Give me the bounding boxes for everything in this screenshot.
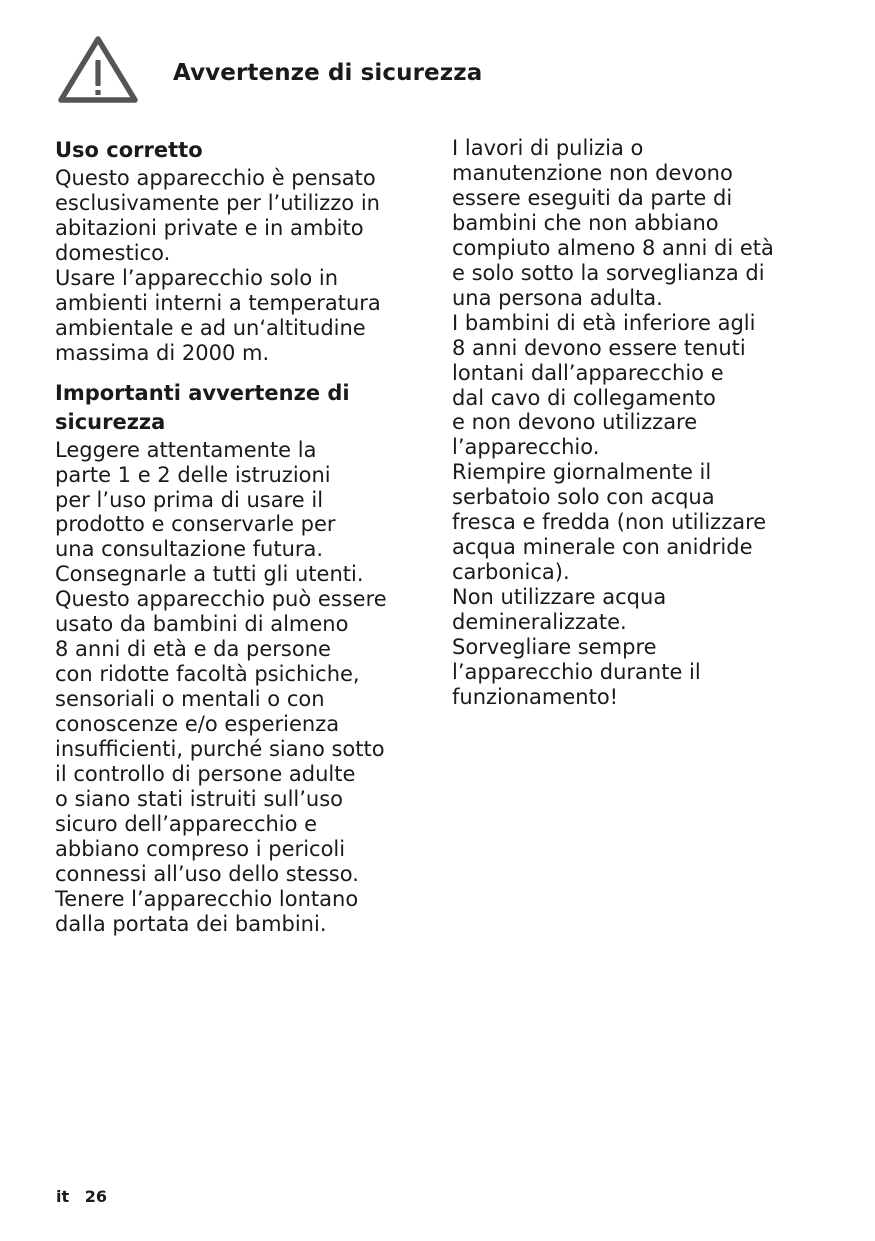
text-line: massima di 2000 m. (55, 340, 270, 365)
text-line: serbatoio solo con acqua (452, 485, 715, 510)
paragraph-uso-corretto (55, 166, 430, 366)
text-line: carbonica). (452, 560, 570, 585)
left-column (55, 136, 430, 937)
page-number: 26 (84, 1187, 107, 1206)
warning-triangle-icon (56, 34, 140, 106)
text-line: una consultazione futura. (55, 537, 324, 562)
text-line: Sorvegliare sempre (452, 635, 657, 660)
text-line: acqua minerale con anidride (452, 535, 753, 560)
text-line: I bambini di età inferiore agli (452, 310, 756, 335)
text-line: 8 anni devono essere tenuti (452, 335, 746, 360)
text-line: Non utilizzare acqua (452, 585, 667, 610)
text-line: prodotto e conservarle per (55, 512, 336, 537)
text-line: Tenere l’apparecchio lontano (55, 886, 359, 911)
text-line: il controllo di persone adulte (55, 762, 356, 787)
text-line: con ridotte facoltà psichiche, (55, 662, 360, 687)
text-line: Usare l’apparecchio solo in (55, 265, 338, 290)
page-footer (56, 1187, 107, 1206)
text-line: compiuto almeno 8 anni di età (452, 235, 774, 260)
text-line: abbiano compreso i pericoli (55, 836, 346, 861)
text-line: dal cavo di collegamento (452, 385, 716, 410)
text-line: per l’uso prima di usare il (55, 487, 324, 512)
text-line: domestico. (55, 240, 171, 265)
text-line: connessi all’uso dello stesso. (55, 861, 359, 886)
text-line: fresca e fredda (non utilizzare (452, 510, 767, 535)
text-line: insufficienti, purché siano sotto (55, 737, 385, 762)
text-line: o siano stati istruiti sull’uso (55, 786, 344, 811)
text-line: Questo apparecchio è pensato (55, 166, 376, 190)
page-header (56, 34, 756, 106)
text-line: l’apparecchio. (452, 435, 600, 460)
text-line: conoscenze e/o esperienza (55, 712, 340, 737)
text-line: bambini che non abbiano (452, 210, 719, 235)
text-line: Questo apparecchio può essere (55, 587, 387, 612)
text-line: parte 1 e 2 delle istruzioni (55, 462, 331, 487)
text-line: Leggere attentamente la (55, 437, 317, 462)
text-line: ambienti interni a temperatura (55, 290, 381, 315)
text-line: l’apparecchio durante il (452, 660, 701, 685)
section-heading-uso-corretto: Uso corretto (55, 138, 203, 162)
text-line: lontani dall’apparecchio e (452, 360, 724, 385)
text-line: essere eseguiti da parte di (452, 185, 733, 210)
section-heading-avvertenze (55, 379, 430, 437)
paragraph-avvertenze (55, 438, 430, 937)
text-line: una persona adulta. (452, 285, 663, 310)
page-title: Avvertenze di sicurezza (173, 60, 483, 86)
right-column (452, 136, 822, 710)
text-line: dalla portata dei bambini. (55, 911, 327, 936)
text-line: demineralizzate. (452, 610, 627, 635)
text-line: esclusivamente per l’utilizzo in (55, 190, 380, 215)
heading-line: sicurezza (55, 409, 166, 434)
text-line: funzionamento! (452, 684, 619, 709)
text-line: abitazioni private e in ambito (55, 215, 364, 240)
text-line: e solo sotto la sorveglianza di (452, 260, 765, 285)
text-line: ambientale e ad un‘altitudine (55, 315, 366, 340)
text-line: sicuro dell’apparecchio e (55, 811, 318, 836)
text-line: 8 anni di età e da persone (55, 637, 331, 662)
text-line: sensoriali o mentali o con (55, 687, 325, 712)
heading-line: Importanti avvertenze di (55, 380, 350, 405)
text-line: e non devono utilizzare (452, 410, 698, 435)
text-line: Riempire giornalmente il (452, 460, 712, 485)
paragraph-right (452, 136, 822, 710)
text-line: I lavori di pulizia o (452, 136, 644, 160)
text-line: Consegnarle a tutti gli utenti. (55, 562, 364, 587)
language-code: it (56, 1187, 70, 1206)
text-line: usato da bambini di almeno (55, 612, 349, 637)
text-line: manutenzione non devono (452, 160, 733, 185)
